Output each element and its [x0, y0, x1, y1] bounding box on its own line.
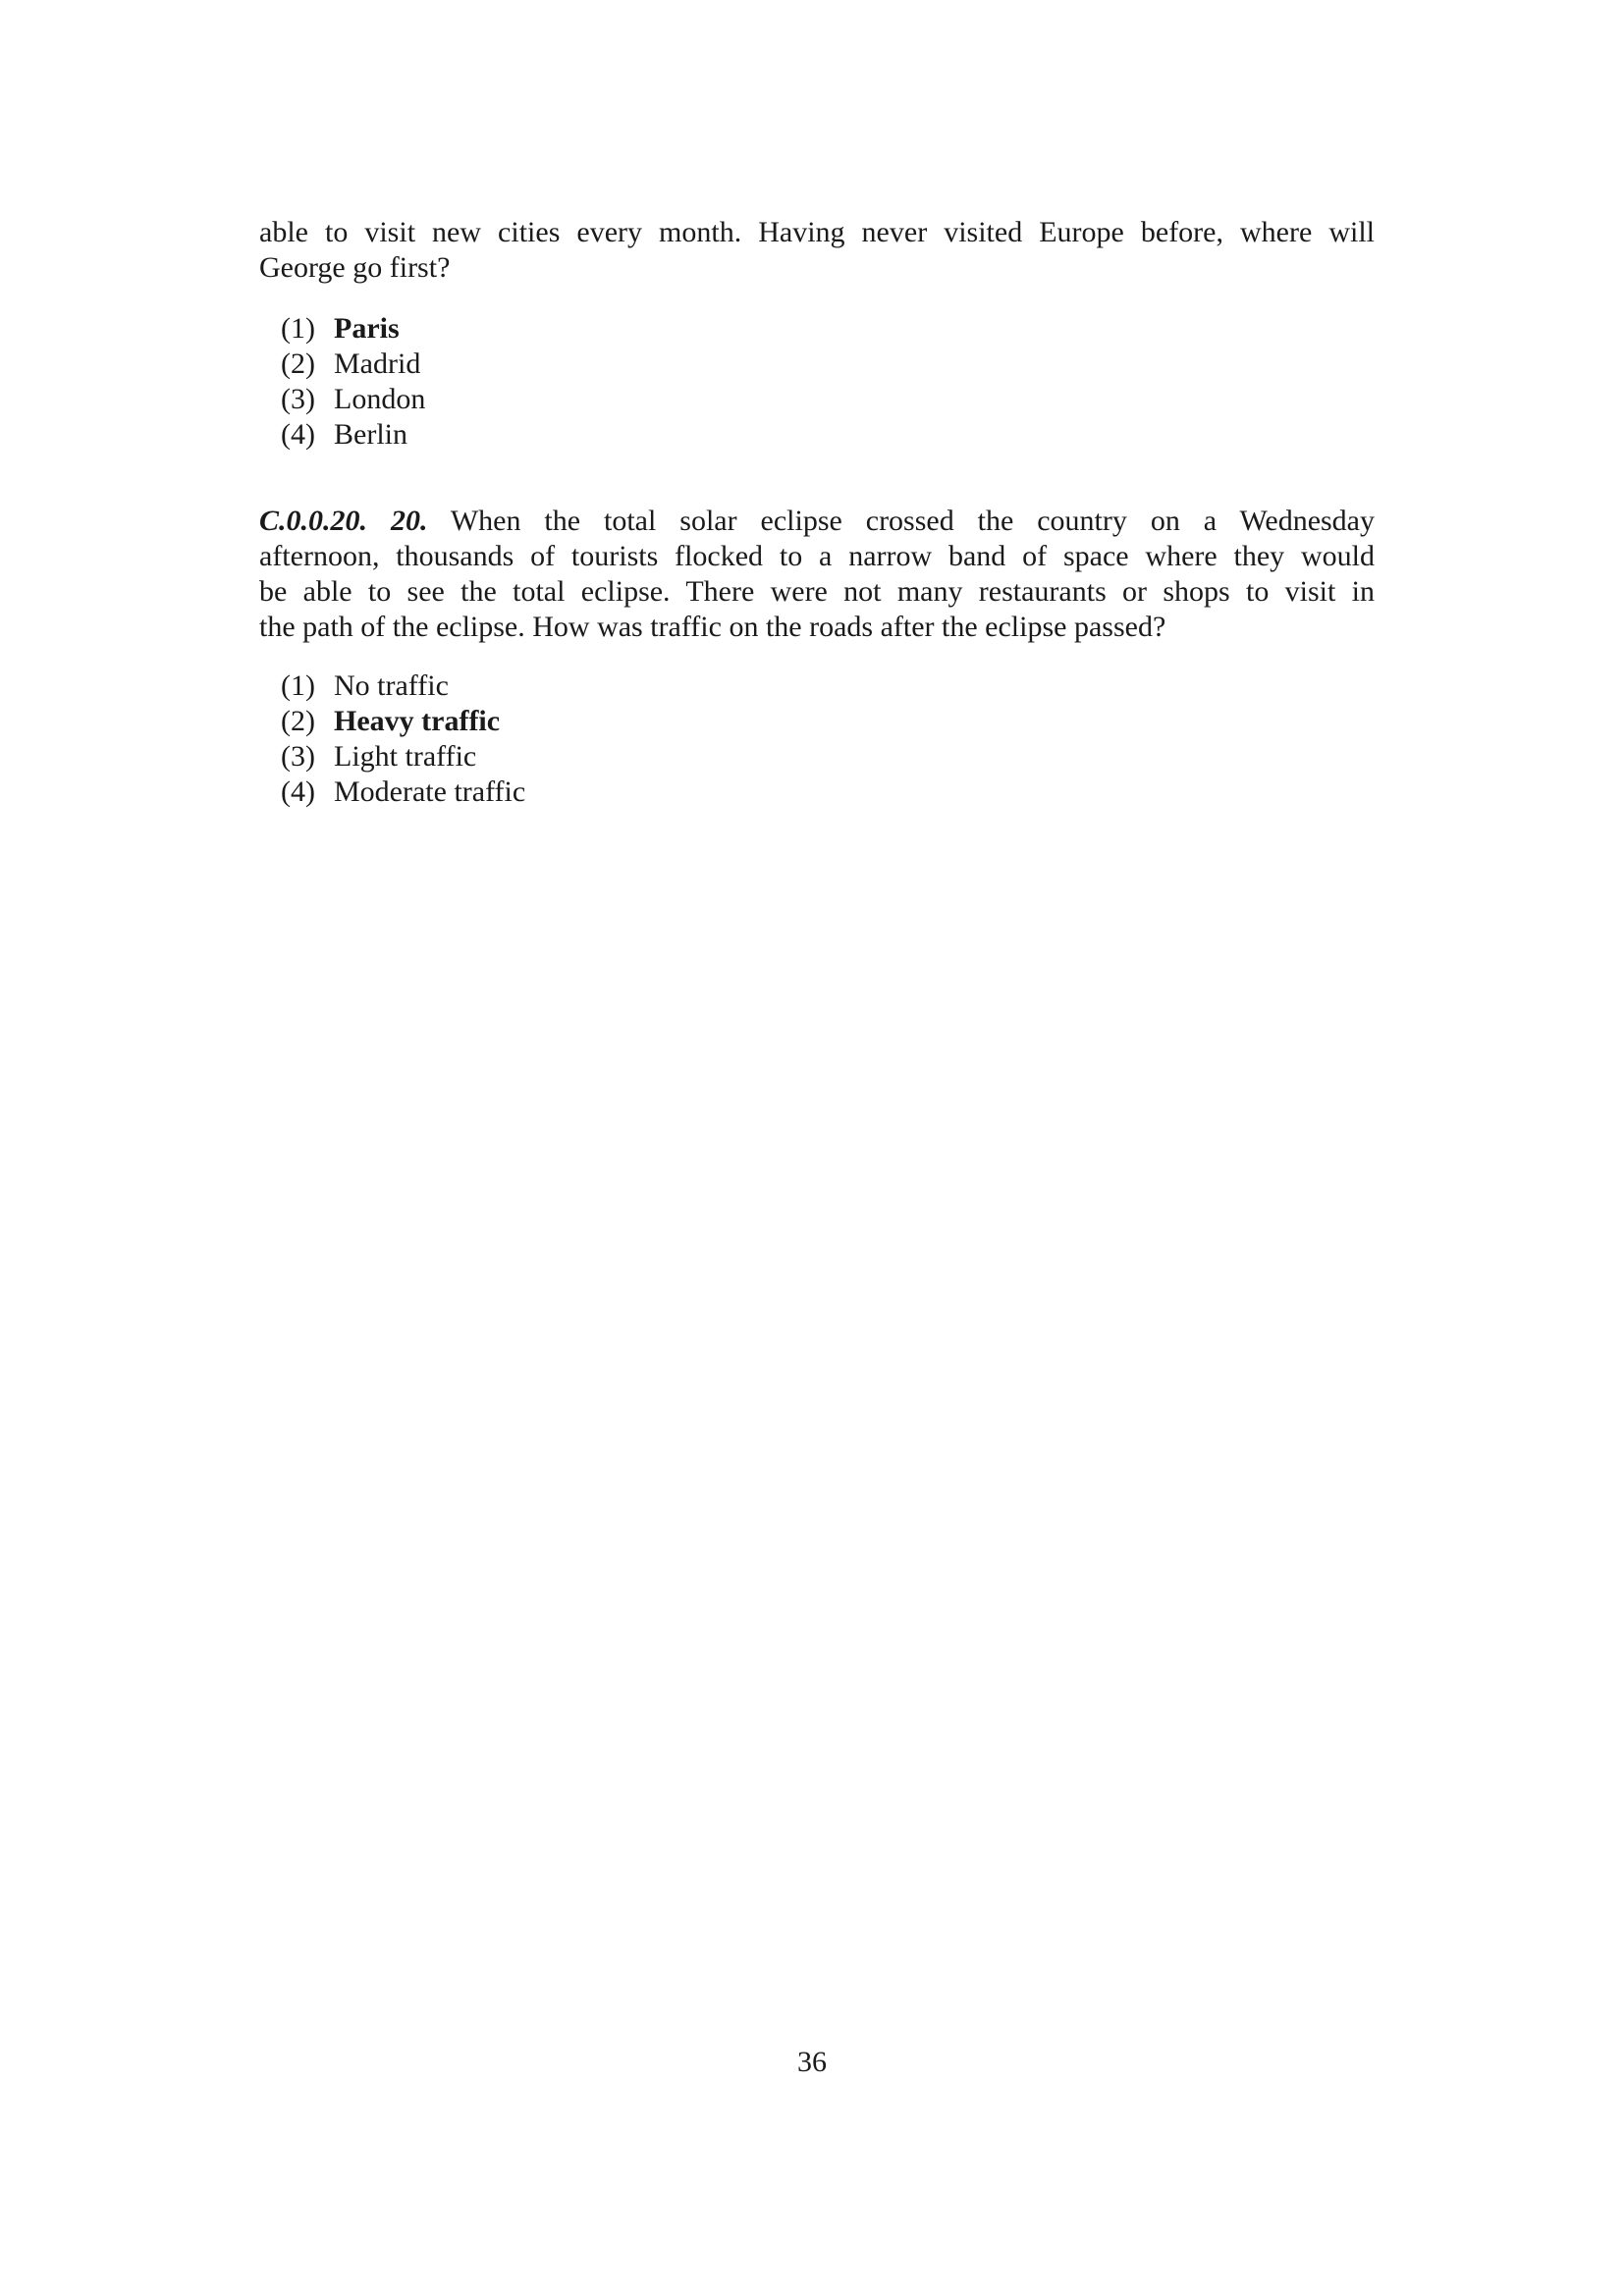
- option-item: [281, 311, 425, 347]
- option-label: London: [334, 383, 426, 415]
- question-id: C.0.0.20.: [259, 505, 368, 537]
- option-label-correct: Paris: [334, 312, 400, 345]
- text-line: able to visit new cities every month. Having never visited Europe before, where will: [259, 216, 1375, 248]
- question-20-text: [259, 504, 1375, 645]
- text-line: the path of the eclipse. How was traffic on the roads after the eclipse passed?: [259, 611, 1166, 643]
- option-number: (3): [281, 740, 315, 773]
- option-label: No traffic: [334, 669, 449, 702]
- option-label: Moderate traffic: [334, 775, 526, 808]
- option-label-correct: Heavy traffic: [334, 705, 501, 737]
- option-label: Berlin: [334, 418, 407, 451]
- option-number: (1): [281, 669, 315, 702]
- option-label: Madrid: [334, 347, 421, 380]
- text-line: be able to see the total eclipse. There were not many restaurants or shops to visit in: [259, 575, 1375, 608]
- text-line: [259, 504, 1375, 539]
- option-item: [281, 382, 425, 417]
- question-19-text: [259, 215, 1375, 286]
- option-label: Light traffic: [334, 740, 477, 773]
- text-line: afternoon, thousands of tourists flocked to a narrow band of space where they would: [259, 540, 1375, 572]
- question-20-options: [281, 668, 525, 810]
- option-number: (1): [281, 312, 315, 345]
- option-item: [281, 347, 425, 382]
- page-number: 36: [797, 2046, 827, 2078]
- option-item: [281, 704, 525, 739]
- option-number: (4): [281, 775, 315, 808]
- question-text-start: When the total solar eclipse crossed the country on a Wednesday: [450, 505, 1375, 537]
- option-number: (2): [281, 705, 315, 737]
- option-number: (3): [281, 383, 315, 415]
- question-number: 20.: [390, 505, 428, 537]
- option-item: [281, 417, 425, 453]
- option-number: (4): [281, 418, 315, 451]
- text-line: George go first?: [259, 251, 451, 284]
- question-19-options: [281, 311, 425, 453]
- option-number: (2): [281, 347, 315, 380]
- option-item: [281, 668, 525, 704]
- option-item: [281, 739, 525, 774]
- option-item: [281, 774, 525, 810]
